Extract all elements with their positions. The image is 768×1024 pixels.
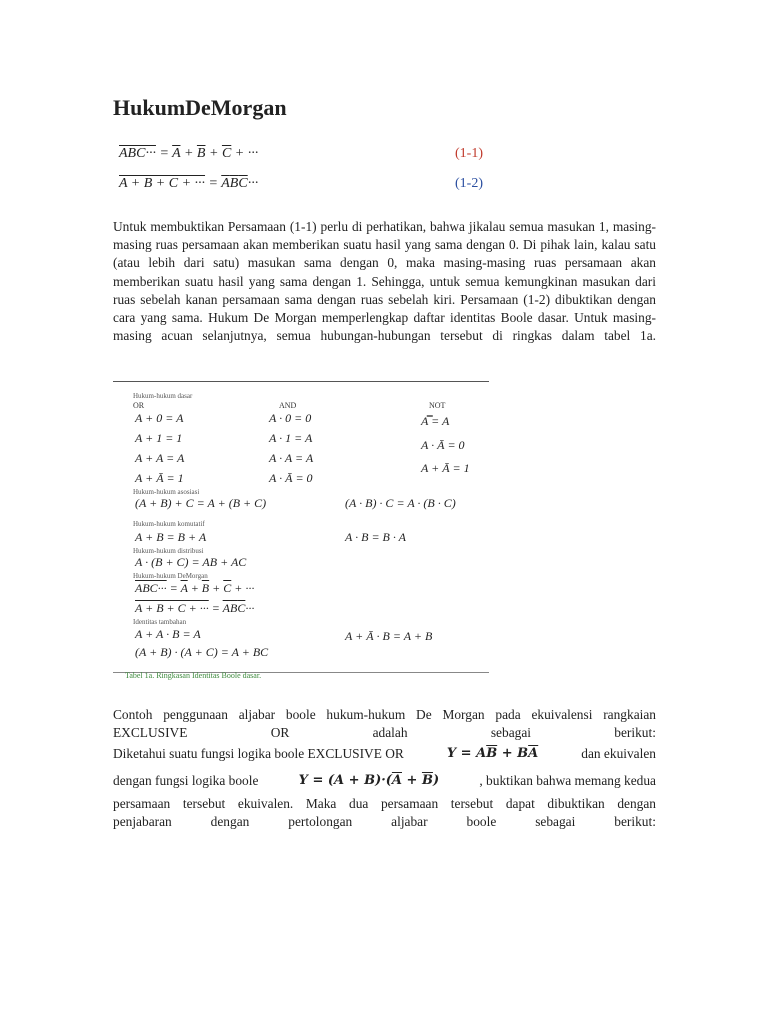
word: OR — [270, 725, 290, 740]
label-not: NOT — [429, 401, 446, 410]
or-row: A + A = A — [135, 451, 185, 465]
formula-equivalent: $Y = (A + B)\cdot(\overline{A} + \overline{B})$ — [298, 773, 440, 788]
label-associative: Hukum-hukum asosiasi — [133, 488, 200, 496]
distributive-law: A · (B + C) = AB + AC — [135, 555, 247, 569]
boole-identity-table — [113, 381, 489, 673]
equation-1-1 — [113, 146, 483, 170]
line-3-text: Diketahui suatu fungsi logika boole EXCLUSIVE OR — [113, 746, 404, 761]
label-commutative: Hukum-hukum komutatif — [133, 520, 205, 528]
paragraph-intro: Untuk membuktikan Persamaan (1-1) perlu di perhatikan, bahwa jikalau semua masukan 1, masing-masing ruas persamaan akan memberikan suatu hasil yang sama dengan 0. Di pihak lain, kalau satu (atau lebih dari satu) masukan sama dengan 0, maka masing-masing ruas persamaan akan memberikan suatu hasil yang sama dengan 1. Sehingga, untuk semua kemungkinan masukan dari ruas sebelah kanan persamaan sama dengan ruas sebelah kiri. Persamaan (1-2) dibuktikan dengan cara yang sama. Hukum De Morgan memperlengkap daftar identitas Boole dasar. Untuk masing-masing acuan selanjutnya, semua hubungan-hubungan tersebut di ringkas dalam tabel 1a. — [113, 219, 656, 344]
line-3-tail: dan ekuivalen — [581, 746, 656, 761]
not-row: A + Ā = 1 — [421, 461, 470, 475]
associative-right: (A · B) · C = A · (B · C) — [345, 496, 456, 510]
word: sebagai — [490, 725, 531, 740]
commutative-right: A · B = B · A — [345, 530, 406, 544]
page-title: HukumDeMorgan — [113, 95, 287, 120]
not-row: A̿ = A — [421, 414, 450, 428]
word: dengan — [210, 814, 250, 829]
and-row: A · A = A — [269, 451, 314, 465]
label-basic-laws: Hukum-hukum dasar — [133, 392, 193, 400]
paragraph-example-line-1: Contoh penggunaan aljabar boole hukum-hukum De Morgan pada ekuivalensi rangkaian — [113, 707, 656, 722]
word: sebagai — [535, 814, 576, 829]
paragraph-example-line-5: persamaan tersebut ekuivalen. Maka dua persamaan tersebut dapat dibuktikan dengan — [113, 796, 656, 811]
word: adalah — [372, 725, 408, 740]
and-row: A · 0 = 0 — [269, 411, 312, 425]
word: penjabaran — [113, 814, 172, 829]
equation-1-2 — [113, 176, 483, 200]
line-4-tail: , buktikan bahwa memang kedua — [479, 773, 656, 788]
and-row: A · Ā = 0 — [269, 471, 313, 485]
paragraph-example-line-3 — [113, 745, 656, 763]
associative-left: (A + B) + C = A + (B + C) — [135, 496, 267, 510]
extra-identity-1: A + A · B = A — [135, 627, 201, 641]
equation-1-2-formula: A + B + C + ··· = $\overline{A}\overline{B}\overline{C}\cdot\cdot\cdot$ — [119, 176, 259, 191]
paragraph-example-line-6 — [113, 813, 656, 831]
label-extra-identities: Identitas tambahan — [133, 618, 187, 626]
word: aljabar — [391, 814, 428, 829]
not-row: A · Ā = 0 — [421, 438, 465, 452]
or-row: A + 1 = 1 — [135, 431, 183, 445]
label-or: OR — [133, 401, 145, 410]
word: EXCLUSIVE — [113, 725, 188, 740]
paragraph-example-line-2 — [113, 724, 656, 742]
extra-identity-2: (A + B) · (A + C) = A + BC — [135, 645, 269, 659]
formula-exclusive-or: $Y = A\overline{B} + B\overline{A}$ — [446, 746, 539, 761]
word: boole — [466, 814, 497, 829]
and-row: A · 1 = A — [269, 431, 313, 445]
label-distributive: Hukum-hukum distribusi — [133, 547, 204, 555]
demorgan-law-1: $ABC\cdot\cdot\cdot = \overline{A} + \overline{B} + \overline{C}$ + ··· — [135, 581, 255, 595]
extra-identity-right: A + Ā · B = A + B — [345, 629, 433, 643]
table-caption: Tabel 1a. Ringkasan Identitas Boole dasar. — [125, 671, 262, 680]
commutative-left: A + B = B + A — [135, 530, 207, 544]
demorgan-law-2: A + B + C + ··· = $\overline{A}\overline{B}\overline{C}\cdot\cdot\cdot$ — [135, 601, 255, 615]
or-row: A + 0 = A — [135, 411, 184, 425]
paragraph-example-line-4 — [113, 772, 656, 790]
equation-1-1-formula: $ABC\cdot\cdot\cdot = \overline{A} + \overline{B} + \overline{C}$ + ··· — [119, 146, 259, 161]
or-row: A + Ā = 1 — [135, 471, 184, 485]
label-and: AND — [279, 401, 297, 410]
word: pertolongan — [288, 814, 353, 829]
label-demorgan: Hukum-hukum DeMorgan — [133, 572, 208, 580]
word: berikut: — [614, 725, 656, 740]
equation-1-1-number: (1-1) — [455, 146, 483, 161]
equation-1-2-number: (1-2) — [455, 176, 483, 191]
line-4-text: dengan fungsi logika boole — [113, 773, 259, 788]
word: berikut: — [614, 814, 656, 829]
